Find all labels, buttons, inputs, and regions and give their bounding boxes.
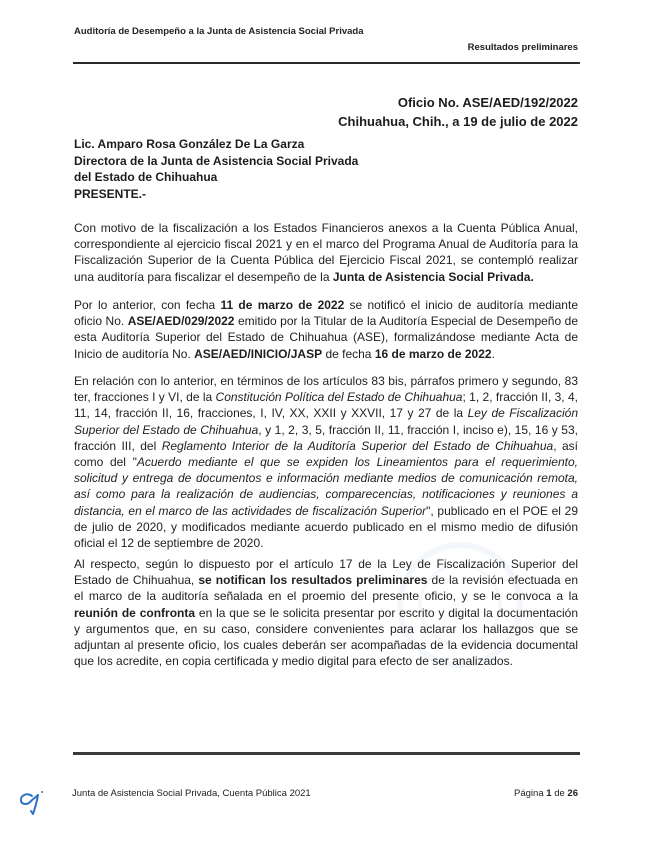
page-number (514, 788, 578, 799)
p3-regulation: Reglamento Interior de la Auditoría Superior del Estado de Chihuahua (161, 438, 554, 453)
p1-bold-entity: Junta de Asistencia Social Privada. (332, 269, 534, 284)
p2-date-acta: 16 de marzo de 2022 (374, 346, 492, 361)
oficio-block (338, 93, 578, 131)
p2-acta-ref: ASE/AED/INICIO/JASP (194, 346, 323, 361)
p2-text-a: Por lo anterior, con fecha (74, 298, 221, 312)
page-header-right: Resultados preliminares (467, 42, 578, 53)
page-total: 26 (567, 788, 578, 799)
p4-text-a: Al respecto, según lo dispuesto por el artículo 17 de la Ley de Fiscalización Superior del Estado de Chihuahua, (74, 557, 578, 588)
p2-text-i: . (491, 346, 495, 361)
p2-oficio-ref: ASE/AED/029/2022 (127, 314, 235, 329)
p2-text-c: se notificó el inicio de auditoría mediante oficio No. (74, 298, 578, 329)
p2-text-e: emitido por la Titular de la Auditoría Especial de Desempeño de esta Auditoría Superior del Estado de Chihuahua (ASE), formalizándose mediante Acta de Inicio de auditoría No. (74, 314, 579, 361)
p1-text: Con motivo de la fiscalización a los Estados Financieros anexos a la Cuenta Pública Anual, correspondiente al ejercicio fiscal 2021 y en el marco del Programa Anual de Auditoría para la Fiscalización Superior de la Cuenta Pública del Ejercicio Fiscal 2021, se contempló realizar una auditoría para fiscalizar el desempeño de la (74, 221, 578, 284)
p3-text-a: En relación con lo anterior, en términos de los artículos 83 bis, párrafos primero y segundo, 83 ter, fracciones I y VI, de la (74, 374, 578, 405)
paragraph-4 (74, 556, 578, 669)
p3-law: Ley de Fiscalización Superior del Estado de Chihuahua (74, 406, 578, 437)
addressee-greeting: PRESENTE.- (74, 186, 147, 201)
footer-divider (73, 752, 580, 755)
paragraph-3 (74, 373, 578, 551)
page-header-left: Auditoría de Desempeño a la Junta de Asistencia Social Privada (74, 26, 364, 37)
p3-text-c: ; 1, 2, fracción II, 3, 4, 11, 14, fracción II, 16, fracciones, I, IV, XX, XXII y XXVII, 17 y 27 de la (74, 390, 578, 421)
page-current: 1 (546, 788, 552, 799)
addressee-name: Lic. Amparo Rosa González De La Garza (74, 137, 305, 151)
paragraph-1 (74, 220, 578, 285)
p2-text-g: de fecha (322, 346, 375, 361)
p3-text-g: , así como del " (74, 438, 578, 470)
header-divider (73, 62, 580, 64)
p3-constitution: Constitución Política del Estado de Chihuahua (215, 390, 463, 405)
paragraph-2 (74, 297, 578, 362)
p2-date-notice: 11 de marzo de 2022 (220, 298, 345, 312)
p4-bold-results: se notifican los resultados preliminares (198, 573, 428, 588)
page-of: de (551, 788, 568, 799)
oficio-number: Oficio No. ASE/AED/192/2022 (397, 95, 578, 110)
addressee-org: del Estado de Chihuahua (74, 170, 218, 184)
addressee-block (74, 136, 358, 202)
page-footer-left: Junta de Asistencia Social Privada, Cuenta Pública 2021 (72, 788, 311, 799)
page-label: Página (514, 788, 547, 799)
addressee-title: Directora de la Junta de Asistencia Social Privada (74, 153, 359, 168)
oficio-place-date: Chihuahua, Chih., a 19 de julio de 2022 (338, 114, 578, 129)
p3-text-i: ", publicado en el POE el 29 de julio de 2020, y modificados mediante acuerdo publicado en el mismo medio de difusión oficial el 12 de septiembre de 2020. (74, 503, 578, 551)
p4-text-e: en la que se le solicita presentar por escrito y digital la documentación y argumentos que, en su caso, considere convenientes para aclarar los hallazgos que se adjuntan al presente oficio, los cuales deberán ser acompañadas de la evidencia documental que los acredite, en copia certificada y medio digital para efecto de ser analizados. (74, 605, 578, 669)
p3-agreement: Acuerdo mediante el que se expiden los Lineamientos para el requerimiento, solicitud y entrega de documentos e información mediante medios de comunicación remota, así como para la realización de audiencias, comparecencias, notificaciones y reuniones a distancia, en el marco de las actividades de fiscalización Superior (74, 455, 578, 518)
initials-signature-icon (16, 784, 50, 818)
p4-text-c: de la revisión efectuada en el marco de la auditoría señalada en el proemio del presente oficio, y se le convoca a la (74, 573, 578, 604)
p3-text-e: , y 1, 2, 3, 5, fracción II, 11, fracción I, inciso e), 15, 16 y 53, fracción III, del (74, 422, 578, 453)
p4-bold-meeting: reunión de confronta (74, 605, 196, 620)
